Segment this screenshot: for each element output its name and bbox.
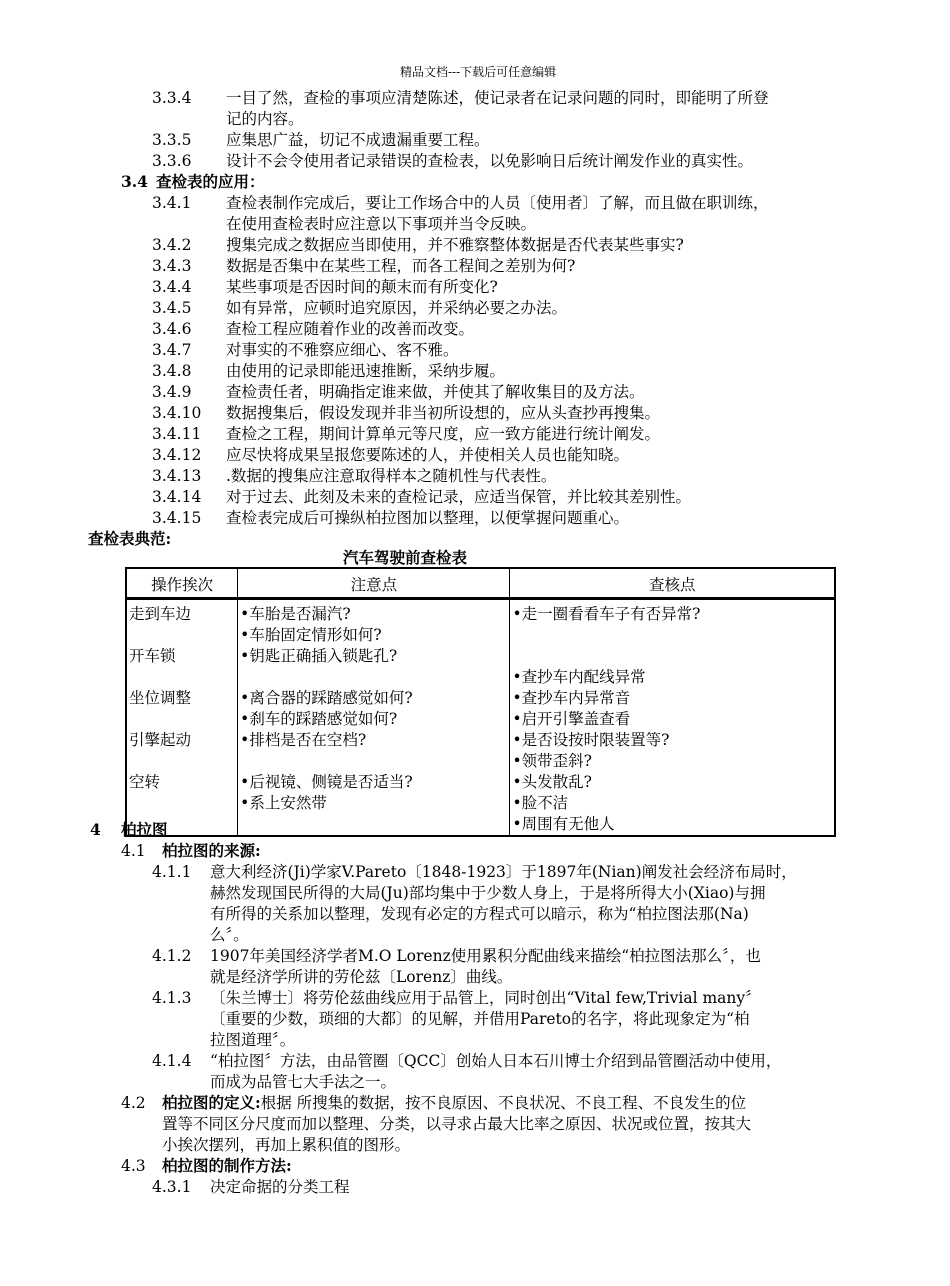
item-4-1-3-line: 拉图道理〞。 <box>210 1031 296 1049</box>
item-3-4-11-num: 3.4.11 <box>152 425 202 443</box>
item-4-3-1-text: 决定命据的分类工程 <box>210 1178 350 1196</box>
item-3-4-1-num: 3.4.1 <box>152 194 192 212</box>
table-cell: 空转 <box>129 773 161 791</box>
table-cell: •头发散乱? <box>512 773 592 791</box>
item-3-4-13-num: 3.4.13 <box>152 467 202 485</box>
item-3-4-7-text: 对事实的不雅察应细心、客不雅。 <box>226 341 459 359</box>
item-3-4-12-num: 3.4.12 <box>152 446 202 464</box>
table-cell <box>240 751 507 772</box>
example-label: 查检表典范: <box>88 529 172 548</box>
section-4-2-cont: 小挨次摆列，再加上累积值的图形。 <box>162 1136 411 1154</box>
item-3-4-1-text: 查检表制作完成后，要让工作场合中的人员〔使用者〕了解，而且做在职训练， <box>226 194 769 212</box>
table-cell: •离合器的踩踏感觉如何? <box>240 689 413 707</box>
item-3-3-4-num: 3.3.4 <box>152 89 192 107</box>
item-3-4-8-text: 由使用的记录即能迅速推断，采纳步履。 <box>226 362 506 380</box>
item-4-3-1-num: 4.3.1 <box>152 1178 192 1196</box>
item-3-3-4-text: 一目了然，查检的事项应清楚陈述，使记录者在记录问题的同时，即能明了所登 <box>226 89 769 107</box>
item-4-1-1-num: 4.1.1 <box>152 863 192 881</box>
table-title: 汽车驾驶前查检表 <box>343 548 468 567</box>
item-3-4-6-num: 3.4.6 <box>152 320 192 338</box>
table-cell: •查抄车内异常音 <box>512 689 631 707</box>
table-cell <box>129 709 235 730</box>
table-cell: •脸不洁 <box>512 794 569 812</box>
section-4-title: 柏拉图 <box>121 820 168 839</box>
item-4-1-4-num: 4.1.4 <box>152 1052 192 1070</box>
section-4-num: 4 <box>90 820 101 839</box>
item-4-1-1-line: 么〞。 <box>210 926 249 944</box>
section-4-3-title: 柏拉图的制作方法: <box>162 1156 292 1175</box>
table-cell: •走一圈看看车子有否异常? <box>512 605 701 623</box>
table-cell: 开车锁 <box>129 647 176 665</box>
table-cell <box>129 751 235 772</box>
item-3-3-5-num: 3.3.5 <box>152 131 192 149</box>
table-cell <box>129 667 235 688</box>
table-cell: •周围有无他人 <box>512 815 615 833</box>
item-3-3-6-num: 3.3.6 <box>152 152 192 170</box>
item-3-3-5-text: 应集思广益，切记不成遗漏重要工程。 <box>226 131 490 149</box>
item-4-1-1-line: 赫然发现国民所得的大局(Ju)部均集中于少数人身上，于是将所得大小(Xiao)与拥 <box>210 884 766 902</box>
item-3-4-15-text: 查检表完成后可操纵柏拉图加以整理，以便掌握问题重心。 <box>226 509 630 527</box>
item-3-4-11-text: 查检之工程，期间计算单元等尺度，应一致方能进行统计阐发。 <box>226 425 661 443</box>
section-4-2-title: 柏拉图的定义: <box>162 1093 261 1112</box>
table-header-cell: 注意点 <box>238 568 510 600</box>
table-cell: •排档是否在空档? <box>240 731 367 749</box>
section-4-3-num: 4.3 <box>121 1157 146 1175</box>
item-4-1-2-line: 1907年美国经济学者M.O Lorenz使用累积分配曲线来描绘“柏拉图法那么〞，也 <box>210 947 761 965</box>
item-3-4-9-num: 3.4.9 <box>152 383 192 401</box>
table-cell <box>512 646 832 667</box>
item-3-4-15-num: 3.4.15 <box>152 509 202 527</box>
section-4-1-num: 4.1 <box>121 842 146 860</box>
table-cell: •后视镜、侧镜是否适当? <box>240 773 413 791</box>
table-header-cell: 操作挨次 <box>126 568 238 600</box>
check-column <box>510 600 835 837</box>
table-cell: •是否设按时限装置等? <box>512 731 670 749</box>
table-cell: •启开引擎盖查看 <box>512 710 631 728</box>
item-3-4-12-text: 应尽快将成果呈报您要陈述的人，并使相关人员也能知晓。 <box>226 446 630 464</box>
item-3-4-6-text: 查检工程应随着作业的改善而改变。 <box>226 320 475 338</box>
table-cell: •查抄车内配线异常 <box>512 668 646 686</box>
item-3-4-13-text: .数据的搜集应注意取得样本之随机性与代表性。 <box>226 467 557 485</box>
item-4-1-3-line: 〔重要的少数，琐细的大都〕的见解，并借用Pareto的名字，将此现象定为“柏 <box>210 1010 750 1028</box>
item-3-4-10-text: 数据搜集后，假设发现并非当初所设想的，应从头查抄再搜集。 <box>226 404 661 422</box>
table-cell <box>129 625 235 646</box>
item-3-4-14-text: 对于过去、此刻及未来的查检记录，应适当保管，并比较其差别性。 <box>226 488 692 506</box>
item-4-1-4-line: “柏拉图〞方法，由品管圈〔QCC〕创始人日本石川博士介绍到品管圈活动中使用， <box>210 1052 782 1070</box>
item-4-1-1-line: 有所得的关系加以整理，发现有必定的方程式可以暗示，称为“柏拉图法那(Na) <box>210 905 749 923</box>
item-4-1-2-num: 4.1.2 <box>152 947 192 965</box>
item-3-4-14-num: 3.4.14 <box>152 488 202 506</box>
item-3-4-5-text: 如有异常，应顿时追究原因，并采纳必要之办法。 <box>226 299 568 317</box>
item-3-3-6-text: 设计不会令使用者记录错误的查检表，以免影响日后统计阐发作业的真实性。 <box>226 152 754 170</box>
table-cell <box>512 625 832 646</box>
item-3-4-7-num: 3.4.7 <box>152 341 192 359</box>
section-4-2-line <box>162 1093 746 1113</box>
table-header-cell: 查核点 <box>510 568 835 600</box>
item-3-4-2-text: 搜集完成之数据应当即使用，并不雅察整体数据是否代表某些事实? <box>226 236 684 254</box>
table-cell: •车胎是否漏汽? <box>240 605 351 623</box>
table-cell: •领带歪斜? <box>512 752 592 770</box>
item-4-1-2-line: 就是经济学所讲的劳伦兹〔Lorenz〕曲线。 <box>210 968 513 986</box>
table-header-row <box>126 568 835 600</box>
item-4-1-3-line: 〔朱兰博士〕将劳伦兹曲线应用于品管上，同时创出“Vital few,Trivial many〞 <box>210 989 761 1007</box>
table-cell <box>240 667 507 688</box>
item-3-4-4-num: 3.4.4 <box>152 278 192 296</box>
section-4-1-title: 柏拉图的来源: <box>162 841 261 860</box>
attention-column <box>238 600 510 837</box>
table-cell: •系上安然带 <box>240 794 327 812</box>
table-body-row <box>126 600 835 837</box>
item-3-3-4-cont: 记的内容。 <box>226 110 304 128</box>
table-cell: •车胎固定情形如何? <box>240 626 382 644</box>
section-4-2-num: 4.2 <box>121 1094 146 1112</box>
table-cell: •刹车的踩踏感觉如何? <box>240 710 398 728</box>
item-4-1-3-num: 4.1.3 <box>152 989 192 1007</box>
item-3-4-10-num: 3.4.10 <box>152 404 202 422</box>
item-3-4-9-text: 查检责任者，明确指定谁来做，并使其了解收集目的及方法。 <box>226 383 645 401</box>
table-cell: •钥匙正确插入锁匙孔? <box>240 647 398 665</box>
item-3-4-3-text: 数据是否集中在某些工程，而各工程间之差别为何? <box>226 257 576 275</box>
item-3-4-3-num: 3.4.3 <box>152 257 192 275</box>
section-4-2-cont: 置等不同区分尺度而加以整理、分类，以寻求占最大比率之原因、状况或位置，按其大 <box>162 1115 752 1133</box>
table-cell: 走到车边 <box>129 605 192 623</box>
table-cell: 坐位调整 <box>129 689 192 707</box>
table-cell: 引擎起动 <box>129 731 192 749</box>
item-4-1-1-line: 意大利经济(Ji)学家V.Pareto〔1848-1923〕于1897年(Nian)阐发社会经济布局时， <box>210 863 797 881</box>
section-3-4-title: 查检表的应用： <box>156 172 265 191</box>
page-header: 精品文档---下载后可任意编辑 <box>400 65 557 79</box>
section-4-2-text: 根据 所搜集的数据，按不良原因、不良状况、不良工程、不良发生的位 <box>260 1094 747 1112</box>
operation-column <box>126 600 238 837</box>
item-3-4-2-num: 3.4.2 <box>152 236 192 254</box>
item-3-4-5-num: 3.4.5 <box>152 299 192 317</box>
item-4-1-4-line: 而成为品管七大手法之一。 <box>210 1073 397 1091</box>
section-3-4-num: 3.4 <box>121 172 148 191</box>
checklist-table <box>125 567 836 837</box>
item-3-4-1-cont: 在使用查检表时应注意以下事项并当令反映。 <box>226 215 537 233</box>
item-3-4-4-text: 某些事项是否因时间的颠末而有所变化? <box>226 278 498 296</box>
item-3-4-8-num: 3.4.8 <box>152 362 192 380</box>
